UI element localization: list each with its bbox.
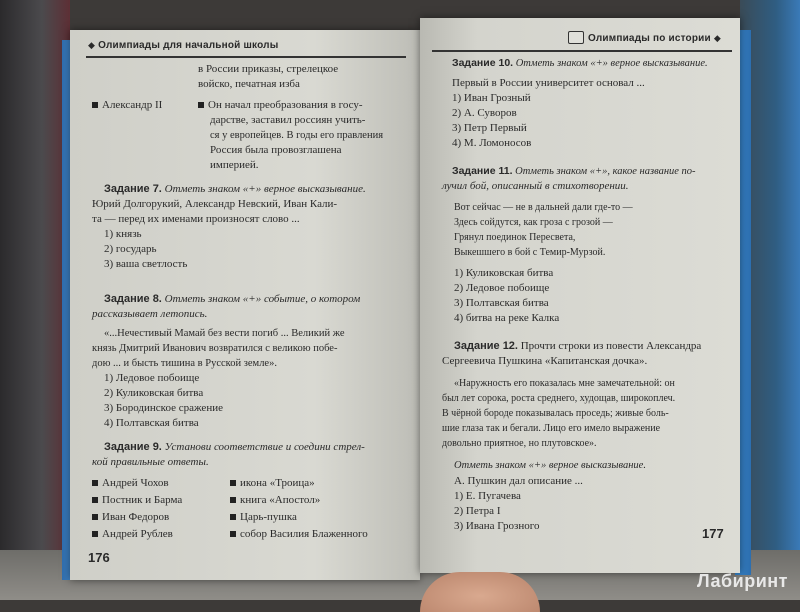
bullet-icon <box>198 102 204 108</box>
quote-line: «...Нечестивый Мамай без вести погиб ... Великий же <box>104 328 345 339</box>
text-line: Сергеевича Пушкина «Капитанская дочка». <box>442 355 648 367</box>
answer-option: 4) Полтавская битва <box>104 417 199 429</box>
page-header: Олимпиады по истории ◆ <box>588 33 721 44</box>
list-item <box>92 98 162 113</box>
task-heading: Задание 8. Отметь знаком «+» событие, о котором <box>104 293 361 305</box>
book-icon <box>568 31 584 44</box>
text-line: та — перед их именами произносят слово ... <box>92 213 300 225</box>
task-instruction: Отметь знаком «+» верное высказывание. <box>454 460 646 471</box>
bullet-icon <box>92 102 98 108</box>
answer-option: 4) битва на реке Калка <box>454 312 560 324</box>
text-line: ся у европейцев. В годы его правления <box>210 130 384 141</box>
background-left <box>0 0 70 600</box>
poem-line: Выкешшего в бой с Темир-Мурзой. <box>454 247 606 258</box>
poem-line: Вот сейчас — не в дальней дали где-то — <box>454 202 633 213</box>
text-line: Он начал преобразования в госу- <box>198 98 363 113</box>
match-left-item: Постник и Барма <box>92 493 182 508</box>
match-right-item: книга «Апостол» <box>230 493 320 508</box>
text-line: Юрий Долгорукий, Александр Невский, Иван Кали- <box>92 198 338 210</box>
match-left-item: Андрей Рублев <box>92 527 173 542</box>
text-line: империей. <box>210 159 259 171</box>
text-line: в России приказы, стрелецкое <box>198 63 339 75</box>
task-instruction: рассказывает летопись. <box>92 308 208 320</box>
poem-line: Здесь сойдутся, как гроза с грозой — <box>454 217 613 228</box>
answer-option: 2) Куликовская битва <box>104 387 204 399</box>
answer-option: 1) князь <box>104 228 142 240</box>
finger <box>420 572 540 612</box>
answer-option: 3) Ивана Грозного <box>454 520 540 532</box>
quote-line: дою ... и бысть тишина в Русской земле». <box>92 358 277 369</box>
answer-option: 1) Куликовская битва <box>454 267 554 279</box>
page-number: 176 <box>88 550 110 565</box>
text-line: А. Пушкин дал описание ... <box>454 475 583 487</box>
match-right-item: икона «Троица» <box>230 476 315 491</box>
answer-option: 3) Петр Первый <box>452 122 527 134</box>
task-heading: Задание 11. Отметь знаком «+», какое название по- <box>452 165 696 177</box>
answer-option: 2) Петра I <box>454 505 501 517</box>
header-title: Олимпиады по истории <box>588 33 711 44</box>
text-line: Россия была провозглашена <box>210 144 342 156</box>
answer-option: 3) Полтавская битва <box>454 297 549 309</box>
header-title: Олимпиады для начальной школы <box>98 40 279 51</box>
page-header: ◆ Олимпиады для начальной школы <box>88 40 279 51</box>
right-page <box>420 18 740 573</box>
match-left-item: Иван Федоров <box>92 510 169 525</box>
watermark: Лабиринт <box>696 571 788 591</box>
text-line: войско, печатная изба <box>198 78 300 90</box>
task-heading: Задание 10. Отметь знаком «+» верное высказывание. <box>452 57 708 69</box>
match-right-item: Царь-пушка <box>230 510 297 525</box>
page-number: 177 <box>702 526 724 541</box>
answer-option: 2) Ледовое побоище <box>454 282 550 294</box>
answer-option: 2) государь <box>104 243 157 255</box>
quote-line: В чёрной бороде показывалась проседь; живые боль- <box>442 408 669 419</box>
header-rule <box>86 56 406 58</box>
match-left-item: Андрей Чохов <box>92 476 169 491</box>
text-line: Первый в России университет основал ... <box>452 77 645 89</box>
answer-option: 3) ваша светлость <box>104 258 188 270</box>
answer-option: 3) Бородинское сражение <box>104 402 223 414</box>
item-label: Александр II <box>102 99 163 111</box>
quote-line: шие глаза так и бегали. Лицо его имело выражение <box>442 423 661 434</box>
poem-line: Грянул поединок Пересвета, <box>454 232 576 243</box>
answer-option: 4) М. Ломоносов <box>452 137 532 149</box>
answer-option: 1) Иван Грозный <box>452 92 531 104</box>
answer-option: 2) А. Суворов <box>452 107 517 119</box>
task-instruction: лучил бой, описанный в стихотворении. <box>442 180 629 192</box>
task-heading: Задание 12. Прочти строки из повести Александра <box>454 340 702 352</box>
task-heading: Задание 9. Установи соответствие и соедини стрел- <box>104 441 365 453</box>
quote-line: довольно приятное, но плутовское». <box>442 438 597 449</box>
quote-line: «Наружность его показалась мне замечательной: он <box>454 378 675 389</box>
task-instruction: кой правильные ответы. <box>92 456 209 468</box>
answer-option: 1) Е. Пугачева <box>454 490 521 502</box>
left-page <box>70 30 420 580</box>
header-rule <box>432 50 732 52</box>
answer-option: 1) Ледовое побоище <box>104 372 200 384</box>
match-right-item: собор Василия Блаженного <box>230 527 368 542</box>
task-heading: Задание 7. Отметь знаком «+» верное высказывание. <box>104 183 366 195</box>
quote-line: князь Дмитрий Иванович возвратился с великою побе- <box>92 343 338 354</box>
quote-line: был лет сорока, роста среднего, худощав, широкоплеч. <box>442 393 676 404</box>
text-line: дарстве, заставил россиян учить- <box>210 114 366 126</box>
